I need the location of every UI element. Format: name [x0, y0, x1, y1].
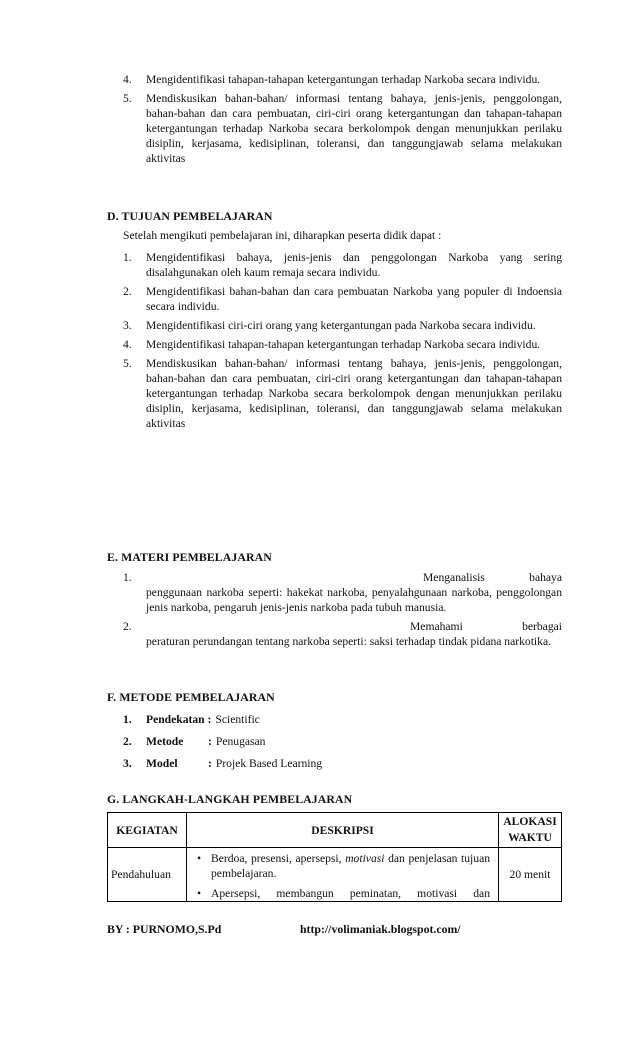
method-value: Projek Based Learning [215, 757, 323, 770]
list-item: • Berdoa, presensi, apersepsi, motivasi dan penjelasan tujuan pembelajaran. [197, 852, 491, 880]
method-row: 2. Metode : Penugasan [123, 734, 322, 756]
section-g-heading: G. LANGKAH-LANGKAH PEMBELAJARAN [107, 792, 353, 806]
table-header-row [108, 813, 562, 848]
footer-author: BY : PURNOMO,S.Pd [107, 922, 222, 936]
list-item-text: penggunaan narkoba seperti: hakekat narkoba, penyalahgunaan narkoba, penggolongan jenis narkoba, pengaruh jenis-jenis narkoba pada tubuh manusia. [146, 586, 562, 614]
list-item: 4. Mengidentifikasi tahapan-tahapan ketergantungan terhadap Narkoba secara individu. [123, 338, 541, 351]
list-item: 5. Mendiskusikan bahan-bahan/ informasi tentang bahaya, jenis-jenis, penggolongan, bahan-bahan dan cara pembuatan, ciri-ciri orang ketergantungan dan tahapan-tahapan ketergantungan terhadap Narkoba secara berkolompok dengan menunjukkan perilaku disiplin, kerjasama, kedisiplinan, toleransi, dan tanggungjawab selama melakukan aktivitas [123, 92, 562, 165]
list-item: 1. Menganalisis bahaya penggunaan narkoba seperti: hakekat narkoba, penyalahgunaan narkoba, penggolongan jenis narkoba, pengaruh jenis-jenis narkoba pada tubuh manusia. [123, 571, 562, 614]
list-item-text: Mengidentifikasi tahapan-tahapan ketergantungan terhadap Narkoba secara individu. [146, 338, 541, 351]
method-row: 1. Pendekatan : Scientific [123, 712, 322, 734]
column-header-alokasi: ALOKASI WAKTU [499, 813, 562, 848]
list-item-text: Mengidentifikasi ciri-ciri orang yang ketergantungan pada Narkoba secara individu. [146, 319, 536, 332]
cell-kegiatan: Pendahuluan [108, 848, 187, 902]
list-item: 4. Mengidentifikasi tahapan-tahapan ketergantungan terhadap Narkoba secara individu. [123, 73, 541, 86]
section-e-heading: E. MATERI PEMBELAJARAN [107, 550, 272, 564]
list-item-text: Mengidentifikasi bahaya, jenis-jenis dan penggolongan Narkoba yang sering disalahgunakan oleh kaum remaja secara individu. [146, 251, 562, 279]
section-f-heading: F. METODE PEMBELAJARAN [107, 690, 275, 704]
list-item: 2. Memahami berbagai peraturan perundangan tentang narkoba seperti: saksi terhadap tindak pidana narkotika. [123, 620, 562, 648]
continued-objectives-list [0, 72, 638, 170]
section-d-heading: D. TUJUAN PEMBELAJARAN [107, 209, 273, 223]
list-item-text: Mengidentifikasi bahan-bahan dan cara pembuatan Narkoba yang populer di Indoensia secara individu. [146, 285, 562, 313]
list-item-text: Mendiskusikan bahan-bahan/ informasi tentang bahaya, jenis-jenis, penggolongan, bahan-bahan dan cara pembuatan, ciri-ciri orang ketergantungan dan tahapan-tahapan ketergantungan terhadap Narkoba secara berkolompok dengan menunjukkan perilaku disiplin, kerjasama, kedisiplinan, toleransi, dan tanggungjawab selama melakukan aktivitas [146, 357, 562, 430]
method-value: Penugasan [215, 735, 266, 748]
method-row: 3. Model : Projek Based Learning [123, 756, 322, 778]
column-header-kegiatan: KEGIATAN [108, 813, 187, 848]
list-item: 1. Mengidentifikasi bahaya, jenis-jenis dan penggolongan Narkoba yang sering disalahgunakan oleh kaum remaja secara individu. [123, 251, 562, 279]
list-item-text: Mengidentifikasi tahapan-tahapan ketergantungan terhadap Narkoba secara individu. [146, 73, 541, 86]
method-value: Scientific [215, 713, 260, 726]
method-label: Pendekatan : [146, 713, 212, 726]
method-label: Model [146, 757, 178, 770]
column-header-deskripsi: DESKRIPSI [187, 813, 499, 848]
bullet-icon: • [197, 852, 202, 865]
list-item: • Apersepsi, membangun peminatan, motivasi dan [197, 887, 490, 900]
list-item: 5. Mendiskusikan bahan-bahan/ informasi tentang bahaya, jenis-jenis, penggolongan, bahan-bahan dan cara pembuatan, ciri-ciri orang ketergantungan dan tahapan-tahapan ketergantungan terhadap Narkoba secara berkolompok dengan menunjukkan perilaku disiplin, kerjasama, kedisiplinan, toleransi, dan tanggungjawab selama melakukan aktivitas [123, 357, 562, 430]
materials-list [0, 570, 638, 653]
section-d-intro: Setelah mengikuti pembelajaran ini, diharapkan peserta didik dapat : [123, 229, 442, 242]
list-item-text: peraturan perundangan tentang narkoba seperti: saksi terhadap tindak pidana narkotika. [146, 635, 551, 648]
objectives-list [0, 250, 638, 435]
steps-table [107, 812, 562, 902]
list-item-text: Mendiskusikan bahan-bahan/ informasi tentang bahaya, jenis-jenis, penggolongan, bahan-bahan dan cara pembuatan, ciri-ciri orang ketergantungan dan tahapan-tahapan ketergantungan terhadap Narkoba secara berkolompok dengan menunjukkan perilaku disiplin, kerjasama, kedisiplinan, toleransi, dan tanggungjawab selama melakukan aktivitas [146, 92, 562, 165]
table-row [108, 848, 562, 902]
list-item: 2. Mengidentifikasi bahan-bahan dan cara pembuatan Narkoba yang populer di Indoensia secara individu. [123, 285, 562, 313]
cell-deskripsi [187, 848, 499, 902]
list-item: 3. Mengidentifikasi ciri-ciri orang yang ketergantungan pada Narkoba secara individu. [123, 319, 536, 332]
methods-list [123, 712, 322, 778]
footer-url: http://volimaniak.blogspot.com/ [300, 922, 461, 936]
method-label: Metode [146, 735, 184, 748]
bullet-icon: • [197, 887, 202, 900]
cell-waktu: 20 menit [499, 848, 562, 902]
